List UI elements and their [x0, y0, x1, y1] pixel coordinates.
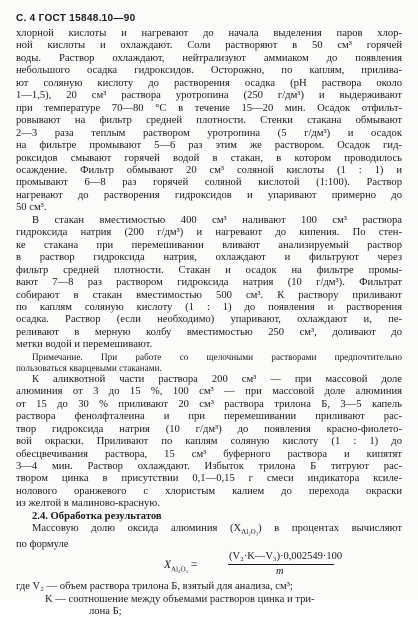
paragraph-1-line: ной кислоты и охлаждают. Соли растворяют в 50 см³ горячей [16, 40, 402, 52]
formula-numerator: (V₂·K—V₃)·0,002549·100 [229, 551, 343, 563]
definition-k-cont: лона Б; [89, 606, 122, 618]
paragraph-3-line: обесцвечивания раствора, 15 см³ буферного раствора и кипятят [16, 448, 402, 460]
paragraph-3 [16, 374, 402, 511]
page-header: С. 4 ГОСТ 15848.10—90 [16, 13, 136, 24]
paragraph-1-line: промывают 6—8 раз горячей соляной кислотой (1:100). Раствор [16, 177, 402, 189]
formula-denominator: m [276, 566, 284, 578]
paragraph-2-line: В стакан вместимостью 400 см³ наливают 100 см³ раствора [32, 214, 402, 226]
paragraph-1-line: хлорной кислоты и нагревают до начала выделения паров хлор- [16, 28, 402, 39]
paragraph-1-line: роксидов смывают горячей водой в стакан, в котором проводилось [16, 152, 402, 164]
paragraph-3-line: от 15 до 30 % приливают 20 см³ раствора трилона Б, 3—5 капель [16, 398, 402, 410]
paragraph-3-line: из желтой в малиново-красную. [16, 498, 160, 510]
paragraph-1-line: воды. Раствор охлаждают, нейтрализуют аммиаком до появления [16, 52, 402, 64]
paragraph-4-line-1: Массовую долю оксида алюминия $(X_{Al_2O_3})$ в процентах вычисляют [32, 523, 402, 537]
paragraph-1-line: 1—1,5), 20 см³ раствора уротропина (250 г/дм³) и выдерживают [16, 90, 402, 102]
definition-v2: где V₂ — объем раствора трилона Б, взятый для анализа, см³; [16, 581, 293, 593]
paragraph-1-line: небольшого осадка гидроксидов. Осторожно, по каплям, прилива- [16, 65, 402, 77]
paragraph-3-line: К аликвотной части раствора 200 см³ — при массовой доле [32, 373, 402, 385]
paragraph-2-line: собирают в стакан вместимостью 500 см³. К раствору приливают [16, 289, 402, 301]
paragraph-2-line: в раствор гидроксида натрия, охлаждают и фильтруют через [16, 252, 402, 264]
paragraph-3-line: 3—4 мин. Раствор охлаждают. Избыток трилона Б титруют рас- [16, 460, 402, 472]
formula-lhs: $X_{Al_2O_3}$ = [164, 559, 198, 574]
paragraph-1-line: на фильтре промывают 5—6 раз этим же раствором. Осадок гид- [16, 140, 402, 152]
paragraph-3-line: алюминия от 3 до 15 %, 100 см³ — при массовой доле алюминия [16, 386, 402, 398]
paragraph-3-line: вой окраски. Приливают по каплям соляную кислоту (1 : 1) до [16, 436, 402, 448]
paragraph-1-line: ют соляную кислоту до растворения осадка (рН раствора около [16, 77, 402, 89]
note [16, 352, 402, 374]
fraction-bar [228, 564, 334, 565]
paragraph-3-line: нолового оранжевого с хлористым калием до перехода окраски [16, 485, 402, 497]
paragraph-1-line: при температуре 70—80 °С в течение 15—20 мин. Осадок отфильт- [16, 102, 402, 114]
paragraph-4-line-2: по формуле [16, 538, 69, 550]
paragraph-3-line: твором цинка в присутствии 0,1—0,15 г смеси индикатора ксиле- [16, 473, 402, 485]
paragraph-2-line: по каплям соляную кислоту (1 : 1) до появления и растворения [16, 301, 402, 313]
paragraph-2-line: гидроксида натрия (200 г/дм³) и нагревают до кипения. По стен- [16, 227, 402, 239]
paragraph-2-line: ке стакана при перемешивании вливают анализируемый раствор [16, 239, 402, 251]
variable-definitions [16, 581, 402, 618]
paragraph-1 [16, 28, 402, 215]
paragraph-1-line: ровывают на фильтр средней плотности. Стенки стакана обмывают [16, 115, 402, 127]
paragraph-3-line: твор гидроксида натрия (10 г/дм³) до появления красно-фиолето- [16, 423, 402, 435]
paragraph-2-line: вают 7—8 раз раствором гидроксида натрия (10 г/дм³). Фильтрат [16, 277, 402, 289]
paragraph-1-line: 50 см³. [16, 202, 47, 214]
paragraph-3-line: раствора фенолфталеина и при перемешивании приливают рас- [16, 411, 402, 423]
paragraph-1-line: осаждение. Фильтр обмывают 20 см³ соляной кислоты (1 : 1) и [16, 164, 402, 176]
paragraph-2-line: осадка. Раствор (если необходимо) упаривают, охлаждают и, пе- [16, 314, 402, 326]
paragraph-1-line: нагревают до растворения гидроксидов и упаривают примерно до [16, 189, 402, 201]
paragraph-1-line: 2—3 раза теплым раствором уротропина (5 г/дм³) и осадок [16, 127, 402, 139]
paragraph-4 [16, 523, 402, 551]
paragraph-2-line: метки водой и перемешивают. [16, 339, 153, 351]
formula [16, 551, 402, 581]
paragraph-2-line: фильтр средней плотности. Стакан и осадок на фильтре промы- [16, 264, 402, 276]
definition-k: K — соотношение между объемами растворов цинка и три- [45, 593, 315, 605]
paragraph-2-line: реливают в мерную колбу вместимостью 250 см³, доливают до [16, 326, 402, 338]
note-line: Примечание. При работе со щелочными растворами предпочтительно [32, 351, 402, 362]
paragraph-2 [16, 215, 402, 352]
section-heading: 2.4. Обработка результатов [32, 510, 162, 522]
note-line: пользоваться кварцевыми стаканами. [16, 362, 162, 373]
